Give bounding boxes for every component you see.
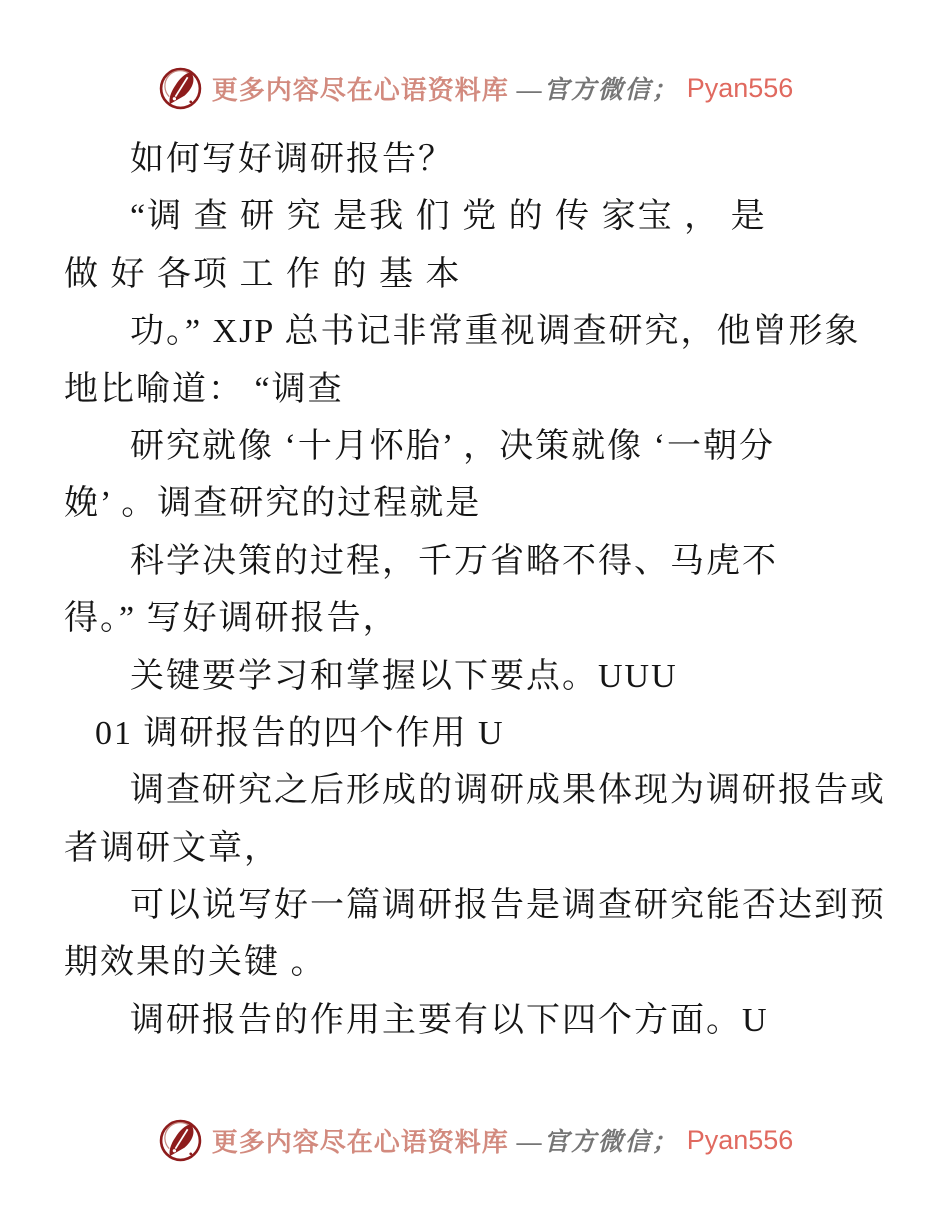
text-line: 关键要学习和掌握以下要点。UUU [130, 657, 678, 695]
text-line: 者调研文章， [64, 829, 280, 867]
text-line: 娩’ 。调查研究的过程就是 [64, 485, 482, 523]
brand-text: 更多内容尽在心语资料库 [211, 1127, 509, 1157]
brand-text: 更多内容尽在心语资料库 [211, 75, 509, 105]
text-line: 01 调研报告的四个作用 U [95, 714, 505, 752]
wechat-label: —官方微信； [516, 77, 679, 104]
text-line: 可以说写好一篇调研报告是调查研究能否达到预 [130, 887, 886, 925]
text-line: 调查研究之后形成的调研成果体现为调研报告或 [130, 772, 886, 810]
text-line: 做 好 各项 工 作 的 基 本 [64, 255, 462, 293]
wechat-id: Pyan556 [686, 72, 794, 103]
wechat-label: —官方微信； [516, 1129, 679, 1156]
text-line: 研究就像 ‘十月怀胎’ ，决策就像 ‘一朝分 [130, 427, 775, 465]
document-body [64, 131, 888, 1049]
text-line: 地比喻道： “调查 [64, 370, 344, 408]
wechat-id: Pyan556 [686, 1124, 794, 1155]
text-line: 期效果的关键 。 [64, 944, 327, 982]
text-line: 功。” XJP 总书记非常重视调查研究，他曾形象 [130, 313, 861, 351]
xinyu-logo-icon [157, 1117, 204, 1164]
xinyu-logo-icon [157, 65, 204, 112]
text-line: 如何写好调研报告？ [130, 141, 454, 178]
text-line: 科学决策的过程，千万省略不得、马虎不 [130, 542, 778, 580]
text-line: 调研报告的作用主要有以下四个方面。U [130, 1001, 769, 1039]
footer-brand-bar [0, 1114, 950, 1166]
header-brand-bar [0, 62, 950, 114]
text-line: 得。” 写好调研报告， [64, 600, 399, 638]
text-line: “调 查 研 究 是我 们 党 的 传 家宝 ， 是 [130, 198, 767, 236]
